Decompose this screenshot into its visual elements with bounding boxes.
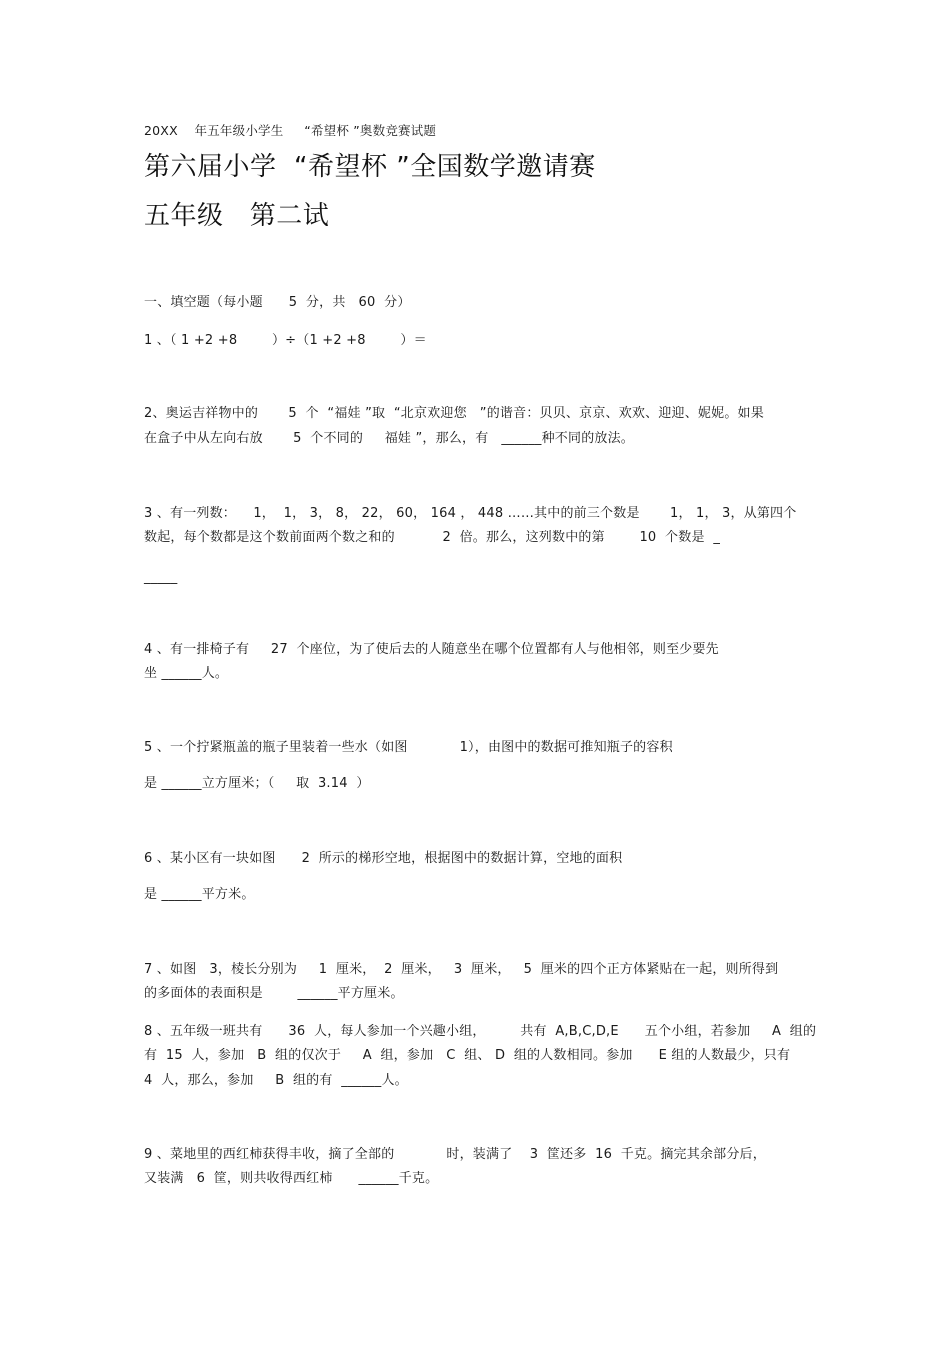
question-8-line-2: 有 15 人，参加 B 组的仅次于 A 组，参加 C 组、 D 组的人数相同。参加 E 组的人数最少，只有 [144, 1048, 791, 1063]
question-7-line-2: 的多面体的表面积是 ______平方厘米。 [144, 986, 404, 1001]
question-3-line-3: _____ [144, 570, 178, 585]
question-2-line-1: 2、奥运吉祥物中的 5 个 “福娃 ”取 “北京欢迎您 ”的谐音：贝贝、京京、欢欢、迎迎、妮妮。如果 [144, 406, 764, 421]
question-4-line-1: 4 、有一排椅子有 27 个座位，为了使后去的人随意坐在哪个位置都有人与他相邻，则至少要先 [144, 642, 719, 657]
question-5-line-1: 5 、一个拧紧瓶盖的瓶子里装着一些水（如图 1），由图中的数据可推知瓶子的容积 [144, 740, 673, 755]
question-7-line-1: 7 、如图 3，棱长分别为 1 厘米， 2 厘米， 3 厘米， 5 厘米的四个正方体紧贴在一起，则所得到 [144, 962, 779, 977]
title-main: 第六届小学 “希望杯 ”全国数学邀请赛 [144, 152, 596, 182]
question-6-line-1: 6 、某小区有一块如图 2 所示的梯形空地，根据图中的数据计算，空地的面积 [144, 851, 623, 866]
question-8-line-3: 4 人，那么，参加 B 组的有 ______人。 [144, 1073, 408, 1088]
question-1: 1 、（ 1 +2 +8 ）÷（1 +2 +8 ）＝ [144, 333, 427, 348]
question-3-line-2: 数起，每个数都是这个数前面两个数之和的 2 倍。那么，这列数中的第 10 个数是 _ [144, 530, 721, 545]
question-3-line-1: 3 、有一列数： 1， 1， 3， 8， 22， 60， 164 ， 448 ……其中的前三个数是 1， 1， 3，从第四个 [144, 506, 797, 521]
section-1-heading: 一、填空题（每小题 5 分，共 60 分） [144, 295, 411, 310]
question-6-line-2: 是 ______平方米。 [144, 887, 255, 902]
question-2-line-2: 在盒子中从左向右放 5 个不同的 福娃 ”，那么，有 ______种不同的放法。 [144, 431, 634, 446]
doc-header: 20XX 年五年级小学生 “希望杯 ”奥数竞赛试题 [144, 123, 437, 138]
question-9-line-2: 又装满 6 筐，则共收得西红柿 ______千克。 [144, 1171, 439, 1186]
question-8-line-1: 8 、五年级一班共有 36 人，每人参加一个兴趣小组， 共有 A,B,C,D,E 五个小组，若参加 A 组的 [144, 1024, 817, 1039]
question-4-line-2: 坐 ______人。 [144, 666, 229, 681]
question-9-line-1: 9 、菜地里的西红柿获得丰收，摘了全部的 时，装满了 3 筐还多 16 千克。摘完其余部分后， [144, 1147, 766, 1162]
question-5-line-2: 是 ______立方厘米；（ 取 3.14 ） [144, 776, 370, 791]
title-sub: 五年级 第二试 [144, 201, 330, 231]
